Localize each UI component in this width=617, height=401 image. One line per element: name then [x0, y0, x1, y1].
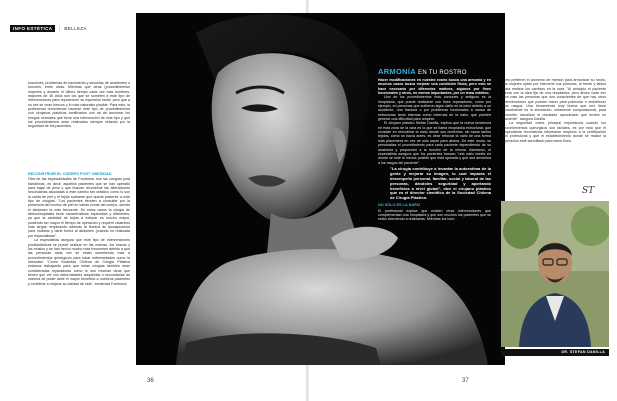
article-title — [378, 67, 467, 76]
paragraph: maciones, problemas de nacimiento y secuelas de accidentes o tumores, entre otras. Mientras que otras (procedimientos mayores y durante el último tiempo cada vez más hombres, mayores de 40 años son los que se someten a este tipo de intervenciones para rejuvenecer su expresión facial, pero que a su vez se vean frescos y lo más naturales posible. Para esto, la profesional recomienda hacerse este tipo de procedimientos con cirujanos plásticos certificados con tal de aminorar los riesgos normales que tiene una intervención de este tipo y que los procedimientos sean realizados siempre velando por la seguridad de los pacientes. — [28, 81, 130, 129]
pull-quote: "La cirugía contribuye a levantar la autoestima de la gente y mejorar su imagen, lo cual impacta el desempeño personal, familiar, social y laboral de las personas, dándoles seguridad y aportando beneficios a nivel global", dice el cirujano plástico que es el director científico de la Sociedad Chilena de Cirugía Plástica. — [390, 165, 491, 201]
left-column-text-2 — [28, 170, 130, 286]
paragraph: bres prefieren el aumento de mentón para armonizar su rostro, las mujeres optan por intervenir sus pómulos, la frente y labios para realizar los cambios en la cara. "Al principio el paciente venía con la idea fija de una rinoplastía, pero ahora cada vez son más las personas que son conscientes de que hay otros intervenciones que pueden hacer para potenciar o embellecer sus rasgos. Una herramienta muy buena que uno tiene actualmente es la simulación, estamente computacional, para prometer visualizar el resultado aproximado que tendrá un paciente", asegura Danilla. — [503, 78, 606, 122]
paragraph: La seguridad cobra principal importancia cuando los procedimientos quirúrgicos son faciales, es por esto que el especialista recomienda informarse respecto a la certificación del profesional y que el establecimiento donde se realice la operación esté acreditado para estos fines. — [503, 121, 606, 143]
paragraph: El cirujano plástico Stefan Danilla, explica que la nueva tendencia en esta zona de la cara es lo que se llama rinoplastía estructural, que consiste en remodelar la nariz desde sus cimientos, sin sacar tantos tejidos, como se hacía antes, es decir reforzar la nariz de una forma más placentera en vez de solo sacar para afuera. De este modo, se personaliza el procedimiento para cada paciente dependiendo de su anatomía y proporción a la función de la misma. Asimismo, el especialista asegura que los pacientes buscan "una nariz bonita en donde se note lo menos posible que está operada y que sea armónica a los rasgos del paciente". — [378, 121, 491, 165]
doctor-illustration — [501, 201, 609, 347]
title-accent: ARMONÍA — [378, 67, 416, 76]
dark-column-text — [378, 78, 491, 222]
title-rest: EN TU ROSTRO — [418, 70, 467, 76]
header-separator: | — [59, 26, 61, 31]
paragraph: La especialista asegura que este tipo de intervenciones postbariátricas se puede realizar en las mamas, los brazos y los muslos y se han hecho mucho más frecuentes debido a que las personas cada vez se están sometiendo más a procedimientos quirúrgicos para tratar enfermedades como la obesidad. "Como Sociedad Chilena de Cirugía Plástica estamos trabajando para que estas cirugías también sean consideradas reparadoras como lo son muchas otras que tienen que ver con deformidades adquiridas o secundarias de manera de poder darle el mayor beneficio a nuestros pacientes y contribuir a mejorar su calidad de vida", sentencia Fombona. — [28, 238, 130, 286]
section-tag: INFO ESTÉTICA — [10, 25, 55, 32]
photo-caption: DR. STEFAN DANILLA — [501, 349, 609, 356]
subheading: RECONSTRUIR EL CUERPO POST OBESIDAD — [28, 172, 112, 176]
doctor-photo — [501, 201, 609, 347]
section-name: BELLEZA — [64, 26, 87, 31]
paragraph: El profesional explica que existen otras intervenciones que complementan una rinoplastía y que son muchos los pacientes que se están atreviendo a realizarlas. Mientras los hom- — [378, 208, 491, 222]
left-column-text — [28, 81, 130, 129]
paragraph: Otra de las especialidades de Fombona, son las cirugías post bariátricas, es decir, aquellos pacientes que se han operado para bajar de peso y que buscan reconstruir las alteraciones secundarias asociadas a este cambio tan drástico como lo son la caída de piel y el tejido sobrante que queda posterior a este tipo de cirugías. "Los pacientes tienden a consultar por la presencia del exceso de piel en varias zonas del cuerpo, siendo el abdomen la más frecuente. En estos casos la cirugía de abdominoplastia tiene características especiales y diferentes, ya que la cantidad de tejido a extirpar es mucho mayor, pudiendo ser mayor el tiempo de operación y requerir cicatrices más largas, empleando además la técnica de lipoaspiración para moldear y darle forma al abdomen (cuando es realizada por especialistas". — [28, 177, 130, 238]
page-number-right: 37 — [462, 378, 469, 384]
lead-paragraph: Hacer modificaciones en nuestro rostro busca una armonía y en muchos casos busca mejorar una condición física, pero esto se hace necesario por diferentes motivos, algunos por fines funcionales y otros, no menos importantes, por un tema estético. — [378, 78, 491, 96]
section-header — [10, 26, 87, 31]
right-column-text — [503, 78, 606, 143]
end-mark: ST — [582, 186, 595, 196]
page-number-left: 36 — [147, 378, 154, 384]
subheading: NO SÓLO ES LA NARIZ — [378, 203, 421, 208]
paragraph: Uno de los procedimientos más comunes y antiguos es la rinoplastía, que puede realizarse con fines reparadores, como por ejemplo, en personas que sufrieron algún daño en la nariz debido a un accidente, una fractura o por problemas funcionales a causa de estructuras tanto internas como externas de la nariz, que pueden generar una dificultad para respirar. — [378, 95, 491, 122]
